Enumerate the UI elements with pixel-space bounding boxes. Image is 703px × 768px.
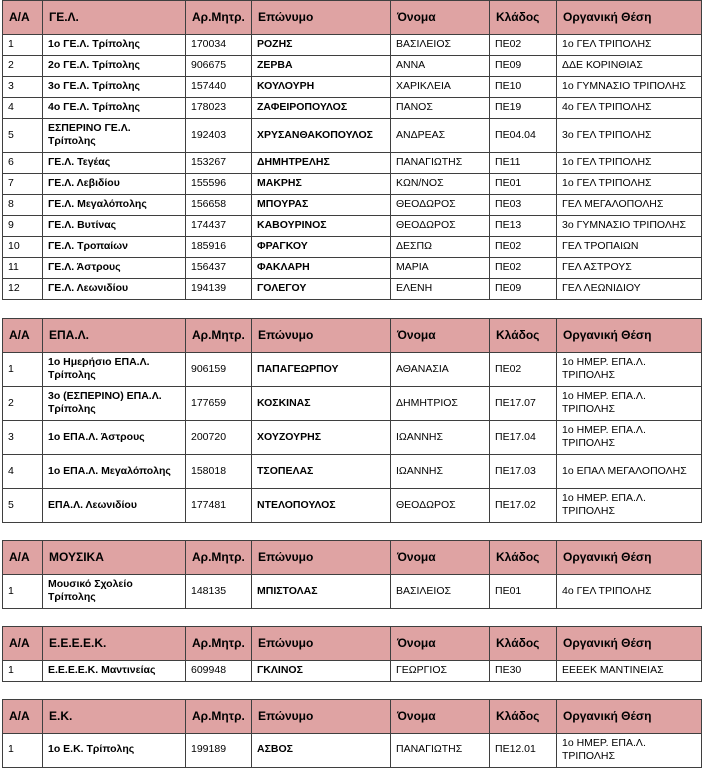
cell-aa: 6 [3, 152, 43, 173]
table-gel [2, 0, 702, 300]
cell-unit: ΓΕ.Λ. Λεωνιδίου [43, 278, 186, 299]
cell-aa: 2 [3, 386, 43, 420]
cell-firstname: ΘΕΟΔΩΡΟΣ [391, 215, 490, 236]
cell-unit: 1ο ΓΕ.Λ. Τρίπολης [43, 35, 186, 56]
cell-lastname: ΖΕΡΒΑ [252, 56, 391, 77]
cell-branch: ΠΕ17.02 [490, 488, 557, 522]
cell-firstname: ΔΕΣΠΩ [391, 236, 490, 257]
cell-aa: 1 [3, 35, 43, 56]
cell-registry: 200720 [186, 420, 252, 454]
cell-position: 1ο ΗΜΕΡ. ΕΠΑ.Λ. ΤΡΙΠΟΛΗΣ [557, 733, 702, 767]
cell-lastname: ΦΑΚΛΑΡΗ [252, 257, 391, 278]
cell-firstname: ΑΝΔΡΕΑΣ [391, 119, 490, 153]
column-header-registry: Αρ.Μητρ. [186, 540, 252, 574]
cell-lastname: ΜΑΚΡΗΣ [252, 173, 391, 194]
cell-lastname: ΓΟΛΕΓΟΥ [252, 278, 391, 299]
table-ek [2, 699, 702, 768]
table-row [3, 98, 702, 119]
cell-lastname: ΖΑΦΕΙΡΟΠΟΥΛΟΣ [252, 98, 391, 119]
cell-position: 1ο ΗΜΕΡ. ΕΠΑ.Λ. ΤΡΙΠΟΛΗΣ [557, 488, 702, 522]
cell-position: 1ο ΗΜΕΡ. ΕΠΑ.Λ. ΤΡΙΠΟΛΗΣ [557, 386, 702, 420]
table-header-row [3, 1, 702, 35]
cell-unit: 1ο ΕΠΑ.Λ. Μεγαλόπολης [43, 454, 186, 488]
cell-aa: 1 [3, 352, 43, 386]
table-eeeek [2, 626, 702, 682]
cell-unit: 1ο Ε.Κ. Τρίπολης [43, 733, 186, 767]
column-header-position: Οργανική Θέση [557, 626, 702, 660]
cell-lastname: ΚΑΒΟΥΡΙΝΟΣ [252, 215, 391, 236]
table-gap [0, 609, 703, 626]
column-header-firstname: Όνομα [391, 626, 490, 660]
cell-registry: 199189 [186, 733, 252, 767]
cell-lastname: ΧΟΥΖΟΥΡΗΣ [252, 420, 391, 454]
cell-branch: ΠΕ13 [490, 215, 557, 236]
column-header-position: Οργανική Θέση [557, 699, 702, 733]
table-row [3, 119, 702, 153]
cell-position: 4ο ΓΕΛ ΤΡΙΠΟΛΗΣ [557, 98, 702, 119]
cell-unit: ΕΠΑ.Λ. Λεωνιδίου [43, 488, 186, 522]
cell-position: ΓΕΛ ΑΣΤΡΟΥΣ [557, 257, 702, 278]
cell-unit: ΕΣΠΕΡΙΝΟ ΓΕ.Λ. Τρίπολης [43, 119, 186, 153]
cell-unit: ΓΕ.Λ. Βυτίνας [43, 215, 186, 236]
cell-branch: ΠΕ17.04 [490, 420, 557, 454]
cell-registry: 156658 [186, 194, 252, 215]
table-body-gel [3, 35, 702, 300]
cell-firstname: ΧΑΡΙΚΛΕΙΑ [391, 77, 490, 98]
cell-unit: 4ο ΓΕ.Λ. Τρίπολης [43, 98, 186, 119]
cell-unit: ΓΕ.Λ. Τροπαίων [43, 236, 186, 257]
cell-firstname: ΙΩΑΝΝΗΣ [391, 420, 490, 454]
cell-registry: 156437 [186, 257, 252, 278]
cell-lastname: ΧΡΥΣΑΝΘΑΚΟΠΟΥΛΟΣ [252, 119, 391, 153]
cell-firstname: ΘΕΟΔΩΡΟΣ [391, 194, 490, 215]
cell-position: 1ο ΓΕΛ ΤΡΙΠΟΛΗΣ [557, 35, 702, 56]
cell-firstname: ΚΩΝ/ΝΟΣ [391, 173, 490, 194]
cell-aa: 10 [3, 236, 43, 257]
cell-lastname: ΝΤΕΛΟΠΟΥΛΟΣ [252, 488, 391, 522]
table-body-ek [3, 733, 702, 767]
table-row [3, 194, 702, 215]
column-header-position: Οργανική Θέση [557, 318, 702, 352]
cell-position: 1ο ΕΠΑΛ ΜΕΓΑΛΟΠΟΛΗΣ [557, 454, 702, 488]
cell-position: ΕΕΕΕΚ ΜΑΝΤΙΝΕΙΑΣ [557, 660, 702, 681]
cell-unit: 1ο ΕΠΑ.Λ. Άστρους [43, 420, 186, 454]
cell-unit: ΓΕ.Λ. Λεβιδίου [43, 173, 186, 194]
column-header-firstname: Όνομα [391, 699, 490, 733]
cell-firstname: ΜΑΡΙΑ [391, 257, 490, 278]
table-row [3, 236, 702, 257]
cell-firstname: ΑΘΑΝΑΣΙΑ [391, 352, 490, 386]
table-body-eeeek [3, 660, 702, 681]
cell-position: 4ο ΓΕΛ ΤΡΙΠΟΛΗΣ [557, 574, 702, 608]
table-row [3, 35, 702, 56]
table-row [3, 173, 702, 194]
cell-registry: 194139 [186, 278, 252, 299]
table-row [3, 56, 702, 77]
cell-branch: ΠΕ09 [490, 278, 557, 299]
column-header-branch: Κλάδος [490, 1, 557, 35]
cell-position: 3ο ΓΥΜΝΑΣΙΟ ΤΡΙΠΟΛΗΣ [557, 215, 702, 236]
column-header-lastname: Επώνυμο [252, 626, 391, 660]
cell-registry: 174437 [186, 215, 252, 236]
cell-aa: 1 [3, 733, 43, 767]
cell-branch: ΠΕ02 [490, 236, 557, 257]
column-header-unit: Ε.Ε.Ε.Ε.Κ. [43, 626, 186, 660]
cell-position: ΓΕΛ ΤΡΟΠΑΙΩΝ [557, 236, 702, 257]
cell-firstname: ΔΗΜΗΤΡΙΟΣ [391, 386, 490, 420]
column-header-branch: Κλάδος [490, 540, 557, 574]
cell-branch: ΠΕ10 [490, 77, 557, 98]
cell-firstname: ΠΑΝΑΓΙΩΤΗΣ [391, 733, 490, 767]
cell-aa: 12 [3, 278, 43, 299]
column-header-position: Οργανική Θέση [557, 1, 702, 35]
table-row [3, 386, 702, 420]
cell-registry: 157440 [186, 77, 252, 98]
column-header-branch: Κλάδος [490, 626, 557, 660]
cell-position: 3ο ΓΕΛ ΤΡΙΠΟΛΗΣ [557, 119, 702, 153]
cell-unit: ΓΕ.Λ. Μεγαλόπολης [43, 194, 186, 215]
table-mousika [2, 540, 702, 609]
column-header-branch: Κλάδος [490, 699, 557, 733]
cell-aa: 5 [3, 119, 43, 153]
column-header-lastname: Επώνυμο [252, 540, 391, 574]
cell-aa: 3 [3, 420, 43, 454]
cell-unit: 3ο (ΕΣΠΕΡΙΝΟ) ΕΠΑ.Λ. Τρίπολης [43, 386, 186, 420]
cell-branch: ΠΕ02 [490, 257, 557, 278]
cell-branch: ΠΕ03 [490, 194, 557, 215]
column-header-aa: Α/Α [3, 626, 43, 660]
cell-lastname: ΓΚΛΙΝΟΣ [252, 660, 391, 681]
cell-aa: 7 [3, 173, 43, 194]
cell-aa: 1 [3, 574, 43, 608]
cell-branch: ΠΕ17.03 [490, 454, 557, 488]
cell-branch: ΠΕ02 [490, 35, 557, 56]
table-header-row [3, 318, 702, 352]
cell-registry: 177481 [186, 488, 252, 522]
cell-position: 1ο ΓΕΛ ΤΡΙΠΟΛΗΣ [557, 152, 702, 173]
cell-aa: 11 [3, 257, 43, 278]
cell-lastname: ΠΑΠΑΓΕΩΡΠΟΥ [252, 352, 391, 386]
column-header-firstname: Όνομα [391, 318, 490, 352]
cell-branch: ΠΕ04.04 [490, 119, 557, 153]
table-row [3, 215, 702, 236]
cell-position: 1ο ΓΕΛ ΤΡΙΠΟΛΗΣ [557, 173, 702, 194]
cell-aa: 3 [3, 77, 43, 98]
column-header-unit: ΓΕ.Λ. [43, 1, 186, 35]
cell-firstname: ΙΩΑΝΝΗΣ [391, 454, 490, 488]
cell-branch: ΠΕ01 [490, 574, 557, 608]
column-header-position: Οργανική Θέση [557, 540, 702, 574]
cell-registry: 185916 [186, 236, 252, 257]
cell-branch: ΠΕ19 [490, 98, 557, 119]
cell-unit: ΓΕ.Λ. Τεγέας [43, 152, 186, 173]
table-row [3, 420, 702, 454]
column-header-lastname: Επώνυμο [252, 1, 391, 35]
column-header-aa: Α/Α [3, 699, 43, 733]
cell-firstname: ΠΑΝΑΓΙΩΤΗΣ [391, 152, 490, 173]
table-row [3, 152, 702, 173]
cell-unit: 1ο Ημερήσιο ΕΠΑ.Λ. Τρίπολης [43, 352, 186, 386]
table-epal [2, 318, 702, 523]
table-row [3, 733, 702, 767]
cell-lastname: ΡΟΖΗΣ [252, 35, 391, 56]
cell-branch: ΠΕ12.01 [490, 733, 557, 767]
cell-firstname: ΑΝΝΑ [391, 56, 490, 77]
cell-branch: ΠΕ17.07 [490, 386, 557, 420]
cell-unit: ΓΕ.Λ. Άστρους [43, 257, 186, 278]
cell-firstname: ΘΕΟΔΩΡΟΣ [391, 488, 490, 522]
table-gap [0, 523, 703, 540]
cell-lastname: ΚΟΣΚΙΝΑΣ [252, 386, 391, 420]
cell-position: ΓΕΛ ΜΕΓΑΛΟΠΟΛΗΣ [557, 194, 702, 215]
cell-lastname: ΑΣΒΟΣ [252, 733, 391, 767]
table-row [3, 278, 702, 299]
cell-registry: 148135 [186, 574, 252, 608]
table-row [3, 660, 702, 681]
table-header-row [3, 540, 702, 574]
column-header-aa: Α/Α [3, 318, 43, 352]
cell-unit: Μουσικό Σχολείο Τρίπολης [43, 574, 186, 608]
cell-lastname: ΜΠΟΥΡΑΣ [252, 194, 391, 215]
cell-position: 1ο ΗΜΕΡ. ΕΠΑ.Λ. ΤΡΙΠΟΛΗΣ [557, 420, 702, 454]
table-gap [0, 300, 703, 318]
cell-registry: 158018 [186, 454, 252, 488]
table-body-mousika [3, 574, 702, 608]
column-header-lastname: Επώνυμο [252, 318, 391, 352]
column-header-unit: ΕΠΑ.Λ. [43, 318, 186, 352]
cell-branch: ΠΕ09 [490, 56, 557, 77]
cell-position: ΔΔΕ ΚΟΡΙΝΘΙΑΣ [557, 56, 702, 77]
cell-aa: 1 [3, 660, 43, 681]
cell-aa: 8 [3, 194, 43, 215]
cell-aa: 9 [3, 215, 43, 236]
column-header-branch: Κλάδος [490, 318, 557, 352]
cell-branch: ΠΕ01 [490, 173, 557, 194]
cell-unit: Ε.Ε.Ε.Ε.Κ. Μαντινείας [43, 660, 186, 681]
cell-firstname: ΠΑΝΟΣ [391, 98, 490, 119]
column-header-registry: Αρ.Μητρ. [186, 1, 252, 35]
column-header-aa: Α/Α [3, 540, 43, 574]
cell-branch: ΠΕ11 [490, 152, 557, 173]
cell-lastname: ΦΡΑΓΚΟΥ [252, 236, 391, 257]
cell-firstname: ΕΛΕΝΗ [391, 278, 490, 299]
column-header-unit: Ε.Κ. [43, 699, 186, 733]
cell-lastname: ΜΠΙΣΤΟΛΑΣ [252, 574, 391, 608]
cell-registry: 177659 [186, 386, 252, 420]
table-header-row [3, 699, 702, 733]
cell-registry: 155596 [186, 173, 252, 194]
cell-unit: 3ο ΓΕ.Λ. Τρίπολης [43, 77, 186, 98]
table-row [3, 488, 702, 522]
cell-firstname: ΓΕΩΡΓΙΟΣ [391, 660, 490, 681]
cell-registry: 170034 [186, 35, 252, 56]
cell-position: 1ο ΗΜΕΡ. ΕΠΑ.Λ. ΤΡΙΠΟΛΗΣ [557, 352, 702, 386]
cell-aa: 2 [3, 56, 43, 77]
cell-aa: 5 [3, 488, 43, 522]
cell-branch: ΠΕ30 [490, 660, 557, 681]
cell-position: ΓΕΛ ΛΕΩΝΙΔΙΟΥ [557, 278, 702, 299]
cell-lastname: ΚΟΥΛΟΥΡΗ [252, 77, 391, 98]
table-body-epal [3, 352, 702, 522]
cell-unit: 2ο ΓΕ.Λ. Τρίπολης [43, 56, 186, 77]
cell-registry: 906675 [186, 56, 252, 77]
cell-aa: 4 [3, 98, 43, 119]
column-header-unit: ΜΟΥΣΙΚΑ [43, 540, 186, 574]
column-header-registry: Αρ.Μητρ. [186, 699, 252, 733]
cell-registry: 906159 [186, 352, 252, 386]
table-row [3, 454, 702, 488]
cell-firstname: ΒΑΣΙΛΕΙΟΣ [391, 35, 490, 56]
column-header-firstname: Όνομα [391, 540, 490, 574]
table-row [3, 77, 702, 98]
table-header-row [3, 626, 702, 660]
table-gap [0, 682, 703, 699]
table-row [3, 257, 702, 278]
table-row [3, 352, 702, 386]
cell-lastname: ΔΗΜΗΤΡΕΛΗΣ [252, 152, 391, 173]
column-header-registry: Αρ.Μητρ. [186, 626, 252, 660]
column-header-lastname: Επώνυμο [252, 699, 391, 733]
cell-lastname: ΤΣΟΠΕΛΑΣ [252, 454, 391, 488]
cell-registry: 609948 [186, 660, 252, 681]
cell-branch: ΠΕ02 [490, 352, 557, 386]
cell-firstname: ΒΑΣΙΛΕΙΟΣ [391, 574, 490, 608]
column-header-registry: Αρ.Μητρ. [186, 318, 252, 352]
cell-aa: 4 [3, 454, 43, 488]
table-row [3, 574, 702, 608]
cell-registry: 178023 [186, 98, 252, 119]
cell-registry: 192403 [186, 119, 252, 153]
cell-registry: 153267 [186, 152, 252, 173]
column-header-aa: Α/Α [3, 1, 43, 35]
column-header-firstname: Όνομα [391, 1, 490, 35]
cell-position: 1ο ΓΥΜΝΑΣΙΟ ΤΡΙΠΟΛΗΣ [557, 77, 702, 98]
